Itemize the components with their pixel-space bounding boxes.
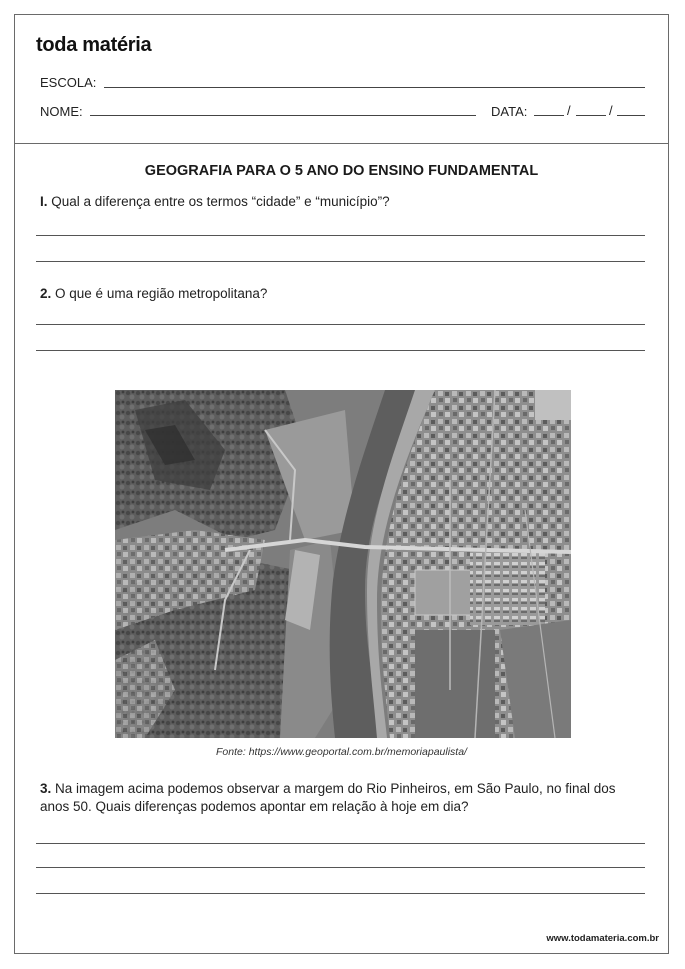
header-divider: [14, 143, 669, 144]
question-number: 3.: [40, 781, 52, 796]
answer-line[interactable]: [36, 235, 645, 236]
name-label: NOME:: [40, 104, 83, 119]
question-3-line-2: anos 50. Quais diferenças podemos apontar em relação à hoje em dia?: [40, 799, 469, 814]
worksheet-title: GEOGRAFIA PARA O 5 ANO DO ENSINO FUNDAMENTAL: [144, 163, 539, 179]
question-1: [40, 193, 390, 211]
date-label: DATA:: [491, 104, 528, 119]
date-year-line[interactable]: [617, 115, 645, 116]
answer-line[interactable]: [36, 261, 645, 262]
answer-line[interactable]: [36, 893, 645, 894]
brand-logo: toda matéria: [36, 34, 152, 56]
date-day-line[interactable]: [534, 115, 564, 116]
school-label: ESCOLA:: [40, 75, 97, 90]
photo-caption: Fonte: https://www.geoportal.com.br/memoriapaulista/: [216, 746, 467, 758]
name-field-line[interactable]: [90, 115, 476, 116]
date-separator: /: [609, 103, 613, 118]
question-number: 2.: [40, 286, 52, 301]
date-month-line[interactable]: [576, 115, 606, 116]
date-separator: /: [567, 103, 571, 118]
question-3-line-1: [40, 780, 650, 798]
question-3: [40, 780, 650, 816]
aerial-photo-graphic: [115, 390, 571, 738]
aerial-photo-rio-pinheiros: [115, 390, 571, 738]
answer-line[interactable]: [36, 350, 645, 351]
question-text: Na imagem acima podemos observar a margem do Rio Pinheiros, em São Paulo, no final dos: [55, 781, 616, 796]
answer-line[interactable]: [36, 843, 645, 844]
school-field-line[interactable]: [104, 87, 645, 88]
question-number: I.: [40, 194, 48, 209]
question-text: Qual a diferença entre os termos “cidade” e “município”?: [51, 194, 390, 209]
question-text: O que é uma região metropolitana?: [55, 286, 268, 301]
question-2: [40, 285, 267, 303]
website-url: www.todamateria.com.br: [546, 933, 659, 944]
answer-line[interactable]: [36, 867, 645, 868]
answer-line[interactable]: [36, 324, 645, 325]
